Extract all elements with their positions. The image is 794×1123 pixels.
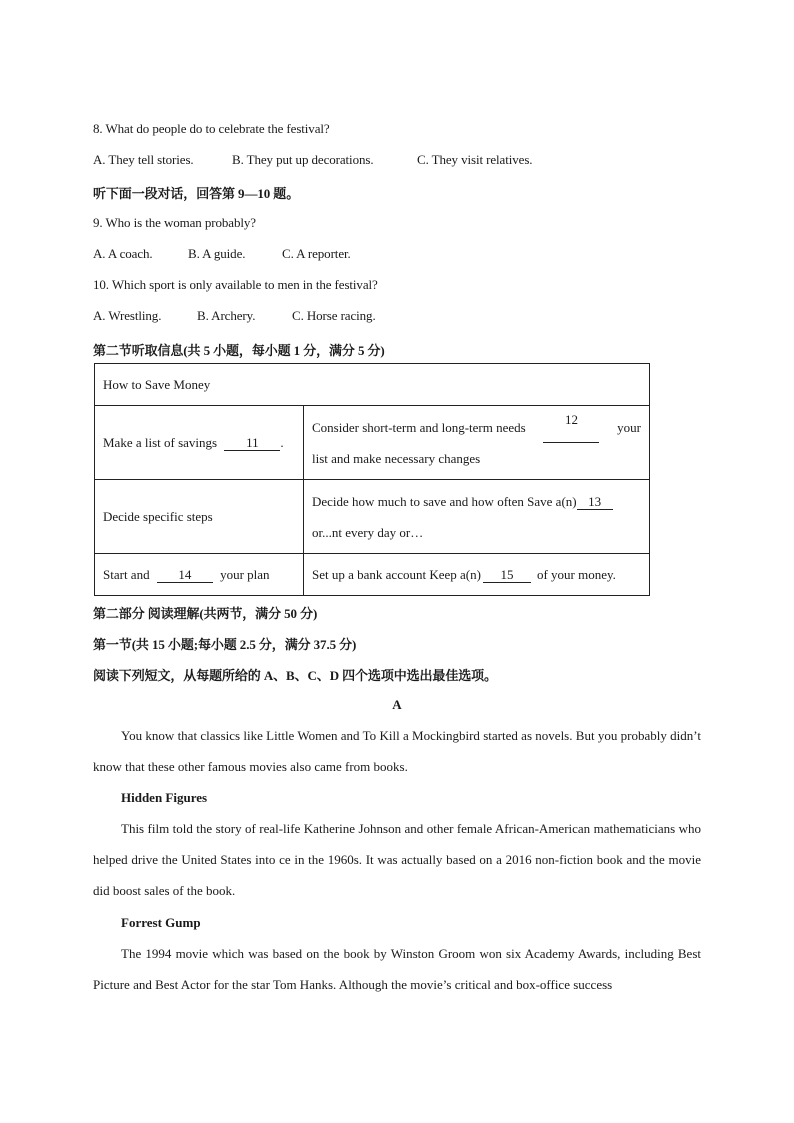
part2-instruction: 阅读下列短文，从每题所给的 A、B、C、D 四个选项中选出最佳选项。 [93,668,497,683]
r1-right-text-a: Consider short-term and long-term needs [312,419,526,435]
table-r3-right [304,554,650,596]
passage-letter: A [392,697,402,712]
part2-section1-heading: 第一节(共 15 小题;每小题 2.5 分，满分 37.5 分) [93,637,357,652]
q9-options [93,246,351,262]
passage-heading-hidden-figures: Hidden Figures [121,790,208,805]
blank-15: 15 [483,567,531,583]
q10-options [93,308,376,324]
r3-right-text-b: of your money. [536,567,616,582]
r3-right-text-a: Set up a bank account Keep a(n) [312,567,481,582]
r1-left-text: Make a list of savings [103,435,218,450]
section2-heading: 第二节听取信息(共 5 小题，每小题 1 分，满分 5 分) [93,343,385,358]
passage-heading-forrest-gump: Forrest Gump [121,915,201,930]
r3-left-text-b: your plan [220,567,270,582]
q9-question: 9. Who is the woman probably? [93,215,256,230]
blank-14: 14 [157,567,213,583]
r2-right-text-b: or...nt every day or… [312,524,424,540]
blank-12: 12 [543,412,599,443]
table-r3-left [95,554,304,596]
r1-right-text-c: list and make necessary changes [312,450,481,466]
r3-left-text-a: Start and [103,567,150,582]
passage-intro-text: You know that classics like Little Women and To Kill a Mockingbird started as novels. But you probably didn’t know that these other famous movies also came from books. [93,728,701,774]
table-title: How to Save Money [95,364,650,406]
q9-option-a: A. A coach. [93,246,153,261]
passage-paragraph-2 [93,938,701,1000]
passage-paragraph-2-text: The 1994 movie which was based on the book by Winston Groom won six Academy Awards, including Best Picture and Best Actor for the star Tom Hanks. Although the movie’s critical and box-office success [93,946,701,992]
q10-option-a: A. Wrestling. [93,308,162,323]
table-r2-left: Decide specific steps [95,480,304,554]
q8-options [93,152,532,168]
q10-question: 10. Which sport is only available to men in the festival? [93,277,378,292]
q10-option-b: B. Archery. [197,308,256,323]
q10-option-c: C. Horse racing. [292,308,376,323]
q8-option-c: C. They visit relatives. [417,152,533,167]
q8-option-a: A. They tell stories. [93,152,194,167]
table-r1-right [304,406,650,480]
table-r1-left: Make a list of savings 11 . [95,406,304,480]
q9-option-b: B. A guide. [188,246,246,261]
listening-info-table [94,363,650,596]
q8-option-b: B. They put up decorations. [232,152,374,167]
q9-option-c: C. A reporter. [282,246,351,261]
passage-paragraph-1-text: This film told the story of real-life Katherine Johnson and other female African-American mathematicians who helped drive the United States into ce in the 1960s. It was actually based on a 2016 non-fiction book and the movie did boost sales of the book. [93,821,701,898]
blank-13: 13 [577,494,613,510]
passage-intro [93,720,701,782]
q8-question: 8. What do people do to celebrate the festival? [93,121,330,136]
r1-right-line1 [312,412,641,443]
r2-right-text-a: Decide how much to save and how often Save a(n) [312,493,577,509]
r2-right-line1 [312,486,641,517]
part2-heading: 第二部分 阅读理解(共两节，满分 50 分) [93,606,318,621]
instruction-9-10: 听下面一段对话，回答第 9—10 题。 [93,186,300,201]
passage-paragraph-1 [93,813,701,906]
table-r2-right [304,480,650,554]
blank-11: 11 [224,435,280,451]
r1-right-text-b: your [617,419,641,435]
